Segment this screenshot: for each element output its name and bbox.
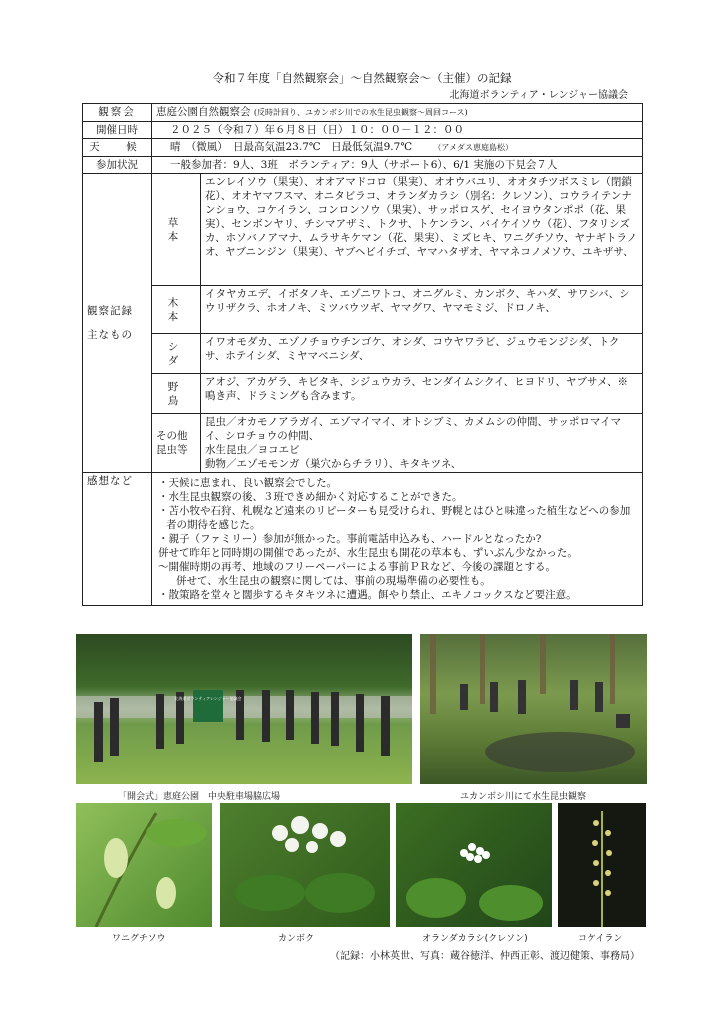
photo-wanigichisou-art	[76, 803, 212, 927]
others-line-3: 動物／エゾモモンガ（巣穴からチラリ）、キタキツネ、	[205, 458, 462, 470]
impression-item: ・天候に恵まれ、良い観察会でした。	[158, 477, 338, 489]
photo-wanigichisou	[76, 803, 212, 927]
observation-label-cell	[83, 174, 152, 473]
impression-item: ・散策路を堂々と闊歩するキタキツネに遭遇。餌やり禁止、エキノコックスなど要注意。	[158, 589, 577, 601]
photo-kanboku-art	[220, 803, 390, 927]
record-table	[82, 103, 643, 606]
impression-item: ・水生昆虫観察の後、３班できめ細かく対応することができた。	[158, 491, 463, 503]
impression-item: ・親子（ファミリー）参加が無かった。事前電話申込みも、ハードルとなったか?	[158, 533, 542, 545]
organization: 北海道ボランティア・レンジャー協議会	[449, 90, 628, 101]
group-birds-text: アオジ、アカゲラ、キビタキ、シジュウカラ、センダイムシクイ、ヒヨドリ、ヤブサメ、※鳴き声、ドラミングも含みます。	[201, 374, 643, 414]
group-ferns-text: イワオモダカ、エゾノチョウチンゴケ、オシダ、コウヤワラビ、ジュウモンジシダ、トクサ、ホテイシダ、ミヤマベニシダ、	[201, 334, 643, 374]
others-line-2: 水生昆虫／ヨコエビ	[205, 444, 300, 456]
date-value: ２０２５（令和７）年６月８日（日）１０：００－１２：００	[152, 122, 643, 139]
impressions-cell	[152, 473, 643, 606]
impression-item: 併せて、水生昆虫の観察に関しては、事前の現場準備の必要性も。	[176, 575, 491, 587]
caption-opening-ceremony: 「開会式」恵庭公園 中央駐車場脇広場	[118, 792, 281, 802]
group-trees-text: イタヤカエデ、イボタノキ、エゾニワトコ、オニグルミ、カンボク、キハダ、サワシバ、シウリザクラ、ホオノキ、ミツバウツギ、ヤマグワ、ヤマモミジ、ドロノキ、	[201, 286, 643, 334]
page-title: 令和７年度「自然観察会」～自然観察会～（主催）の記録	[212, 71, 512, 85]
group-herbs-label: 草 本	[152, 174, 201, 286]
photo-credit: （記録：小林英世、写真：蔵谷徳洋、仲西正彰、渡辺健策、事務局）	[330, 951, 640, 962]
weather-label: 天 候	[83, 139, 152, 157]
caption-wanigichisou: ワニグチソウ	[112, 934, 166, 944]
caption-kokeiran: コケイラン	[578, 934, 623, 944]
observation-label: 観察記録	[87, 305, 133, 317]
group-others-text	[201, 414, 643, 473]
photo-kokeiran	[558, 803, 646, 927]
group-birds-label: 野 鳥	[152, 374, 201, 414]
others-line-1: 昆虫／オカモノアラガイ、エゾマイマイ、オトシブミ、カメムシの仲間、サッポロマイマイ、シロチョウの仲間、	[205, 416, 622, 442]
group-herbs-text: エンレイソウ（果実）、オオアマドコロ（果実）、オオウバユリ、オオタチツボスミレ（閉鎖花）、オオヤマフスマ、オニタビラコ、オランダカラシ（別名：クレソン）、コウライテンナンショウ、コケイラン、コンロンソウ（果実）、サッポロスゲ、セイヨウタンポポ（花、果実）、センボンヤリ、チシマアザミ、トクサ、トケンラン、バイケイソウ（花）、フタリシズカ、ホソバノアマナ、ムラサキケマン（花、果実）、ミズヒキ、ワニグチソウ、ヤナギトラノオ、ヤブニンジン（果実）、ヤブヘビイチゴ、ヤマハタザオ、ヤマネコノメソウ、ユキザサ、	[201, 174, 643, 286]
impression-item: 併せて昨年と同時期の開催であったが、水生昆虫も開花の草本も、ずいぶん少なかった。	[158, 547, 578, 559]
weather-cell	[152, 139, 643, 157]
caption-stream-observation: ユカンボシ川にて水生昆虫観察	[460, 792, 587, 802]
group-others-label: その他昆虫等	[152, 414, 201, 473]
photo-opening-ceremony-art	[76, 634, 412, 784]
banner-text: 北海道ボランティアレンジャー協議会	[174, 696, 242, 701]
photo-orandakarashi	[396, 803, 552, 927]
photo-kokeiran-art	[558, 803, 646, 927]
weather-note: （アメダス恵庭島松）	[433, 143, 513, 152]
caption-orandakarashi: オランダカラシ(クレソン)	[422, 934, 528, 944]
impression-item: ・苫小牧や石狩、札幌など遠来のリピーターも見受けられ、野幌とはひと味違った植生などへの参加者の期待を感じた。	[158, 505, 631, 531]
photo-kanboku	[220, 803, 390, 927]
photo-orandakarashi-art	[396, 803, 552, 927]
event-name: 恵庭公園自然観察会	[156, 106, 251, 118]
caption-kanboku: カンボク	[278, 934, 315, 944]
observation-sublabel: 主なもの	[87, 329, 133, 341]
group-trees-label: 木 本	[152, 286, 201, 334]
participants-value: 一般参加者：9人、3班 ボランティア：9人（サポート6）、6/1 実施の下見会７人	[152, 157, 643, 174]
event-label: 観察会	[83, 104, 152, 122]
event-cell	[152, 104, 643, 122]
event-note: (反時計回り、ユカンボシ川での水生昆虫観察～周回コース)	[253, 108, 468, 117]
impressions-label: 感想など	[83, 473, 152, 606]
photo-stream-observation	[420, 634, 647, 784]
participants-label: 参加状況	[83, 157, 152, 174]
date-label: 開催日時	[83, 122, 152, 139]
weather-value: 晴 （微風） 日最高気温23.7℃ 日最低気温9.7℃	[170, 141, 413, 153]
impression-item: ～開催時期の再考、地域のフリーペーパーによる事前ＰＲなど、今後の課題とする。	[158, 561, 557, 573]
group-ferns-label: シ ダ	[152, 334, 201, 374]
photo-stream-observation-art	[420, 634, 647, 784]
photo-opening-ceremony	[76, 634, 412, 784]
